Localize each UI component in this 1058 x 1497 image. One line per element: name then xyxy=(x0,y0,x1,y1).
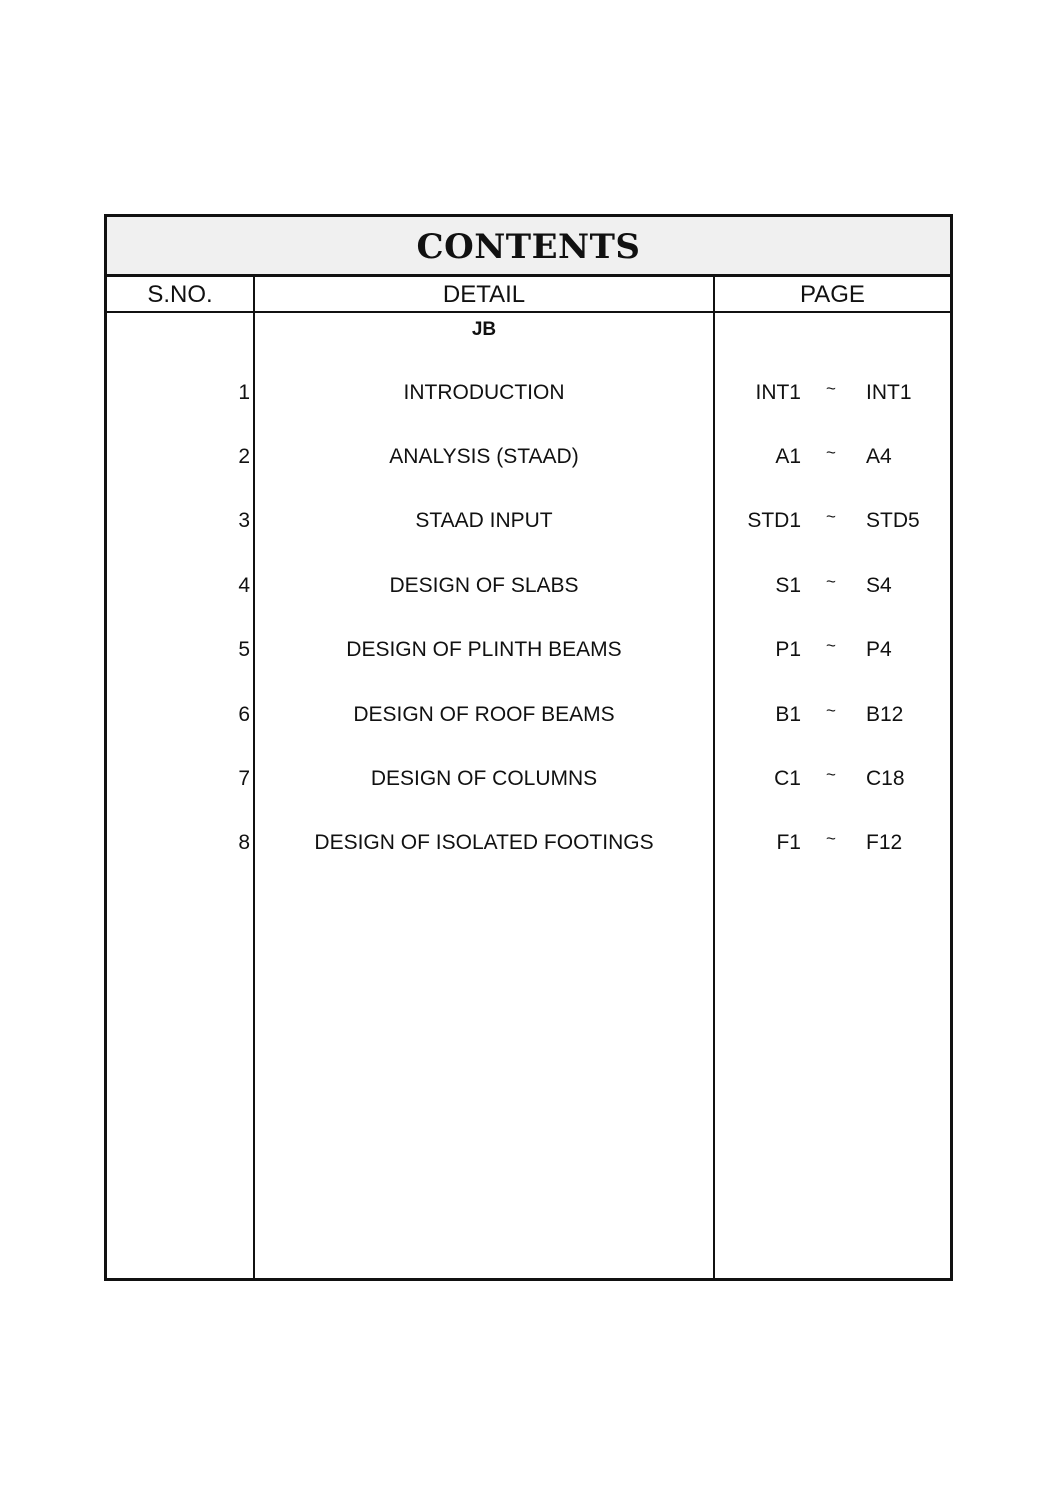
row-page-separator: ~ xyxy=(826,507,836,526)
row-page-separator: ~ xyxy=(826,636,836,655)
table-row xyxy=(107,831,950,861)
table-header xyxy=(107,277,950,313)
table-row xyxy=(107,574,950,604)
row-sno: 8 xyxy=(238,831,250,854)
row-page-to: B12 xyxy=(866,703,904,726)
row-detail: DESIGN OF ROOF BEAMS xyxy=(353,703,615,726)
row-page-from: A1 xyxy=(775,445,801,468)
table-row xyxy=(107,767,950,797)
row-sno: 2 xyxy=(238,445,250,468)
row-page-from: B1 xyxy=(775,703,801,726)
row-detail: DESIGN OF ISOLATED FOOTINGS xyxy=(314,831,654,854)
row-page-from: STD1 xyxy=(747,509,801,532)
row-page-from: INT1 xyxy=(755,381,801,404)
row-sno: 5 xyxy=(238,638,250,661)
row-page-from: F1 xyxy=(776,831,801,854)
page-title: CONTENTS xyxy=(416,227,641,267)
row-page-separator: ~ xyxy=(826,765,836,784)
row-sno: 6 xyxy=(238,703,250,726)
contents-table xyxy=(104,214,953,1281)
row-detail: DESIGN OF PLINTH BEAMS xyxy=(346,638,622,661)
row-page-separator: ~ xyxy=(826,829,836,848)
row-page-to: INT1 xyxy=(866,381,912,404)
row-page-to: P4 xyxy=(866,638,892,661)
row-detail: ANALYSIS (STAAD) xyxy=(389,445,579,468)
row-detail: DESIGN OF SLABS xyxy=(389,574,579,597)
row-page-from: C1 xyxy=(774,767,801,790)
header-page: PAGE xyxy=(800,281,865,308)
row-page-to: S4 xyxy=(866,574,892,597)
row-sno: 1 xyxy=(238,381,250,404)
row-sno: 7 xyxy=(238,767,250,790)
row-page-to: F12 xyxy=(866,831,903,854)
table-row xyxy=(107,509,950,539)
row-page-to: C18 xyxy=(866,767,905,790)
row-detail: STAAD INPUT xyxy=(415,509,553,532)
row-page-from: P1 xyxy=(775,638,801,661)
section-label: JB xyxy=(471,319,497,340)
row-sno: 3 xyxy=(238,509,250,532)
row-page-to: STD5 xyxy=(866,509,920,532)
table-row xyxy=(107,381,950,411)
row-detail: INTRODUCTION xyxy=(403,381,565,404)
table-row xyxy=(107,703,950,733)
row-page-separator: ~ xyxy=(826,572,836,591)
row-page-from: S1 xyxy=(775,574,801,597)
row-page-separator: ~ xyxy=(826,379,836,398)
row-detail: DESIGN OF COLUMNS xyxy=(370,767,598,790)
row-page-to: A4 xyxy=(866,445,892,468)
header-sno: S.NO. xyxy=(147,281,213,308)
row-page-separator: ~ xyxy=(826,701,836,720)
row-sno: 4 xyxy=(238,574,250,597)
title-bar xyxy=(107,217,950,277)
table-row xyxy=(107,445,950,475)
row-page-separator: ~ xyxy=(826,443,836,462)
header-detail: DETAIL xyxy=(442,281,526,308)
table-row xyxy=(107,638,950,668)
